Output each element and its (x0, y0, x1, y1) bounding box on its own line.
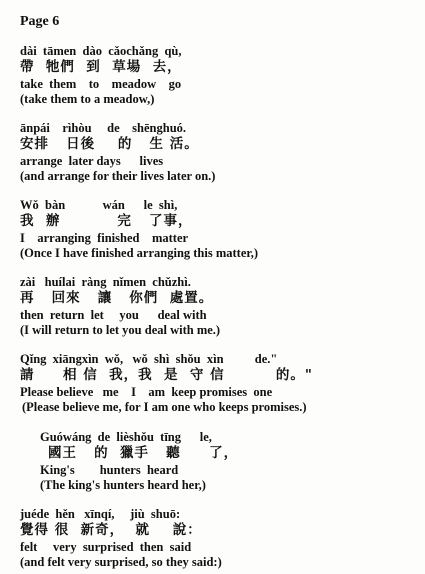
hanzi-line: 覺得 很 新奇， 就 說： (20, 522, 202, 538)
gloss-line: arrange later days lives (20, 154, 164, 168)
hanzi-line: 安排 日後 的 生 活。 (20, 136, 199, 152)
translation-line: (and felt very surprised, so they said:) (20, 555, 222, 569)
gloss-line: I arranging finished matter (20, 231, 189, 245)
translation-line: (take them to a meadow,) (20, 92, 155, 106)
hanzi-line: 再 回來 讓 你們 處置。 (20, 290, 214, 306)
translation-line: (Once I have finished arranging this matter,) (20, 246, 259, 260)
hanzi-line: 我 辦 完 了事， (20, 213, 193, 229)
pinyin-line: ānpái rìhòu de shēnghuó. (20, 121, 187, 135)
translation-line: (The king's hunters heard her,) (40, 478, 206, 492)
pinyin-line: juéde hěn xīnqí, jiù shuō: (20, 507, 181, 521)
page-label: Page 6 (20, 14, 60, 29)
pinyin-line: zài huílai ràng nǐmen chǔzhì. (20, 275, 191, 289)
translation-line: (and arrange for their lives later on.) (20, 169, 216, 183)
gloss-line: Please believe me I am keep promises one (20, 385, 273, 399)
gloss-line: then return let you deal with (20, 308, 207, 322)
translation-line: (I will return to let you deal with me.) (20, 323, 221, 337)
pinyin-line: Guówáng de lièshǒu tīng le, (40, 430, 212, 444)
pinyin-line: Wǒ bàn wán le shì, (20, 198, 178, 212)
hanzi-line: 請 相 信 我，我 是 守 信 的。" (20, 367, 313, 383)
translation-line: (Please believe me, for I am one who keeps promises.) (22, 400, 307, 414)
hanzi-line: 國王 的 獵手 聽 了， (48, 445, 239, 461)
pinyin-line: Qǐng xiāngxìn wǒ, wǒ shì shǒu xìn de." (20, 352, 278, 366)
hanzi-line: 帶 牠們 到 草場 去， (20, 59, 182, 75)
pinyin-line: dài tāmen dào cǎochǎng qù, (20, 44, 182, 58)
gloss-line: King's hunters heard (40, 463, 179, 477)
gloss-line: take them to meadow go (20, 77, 182, 91)
gloss-line: felt very surprised then said (20, 540, 192, 554)
